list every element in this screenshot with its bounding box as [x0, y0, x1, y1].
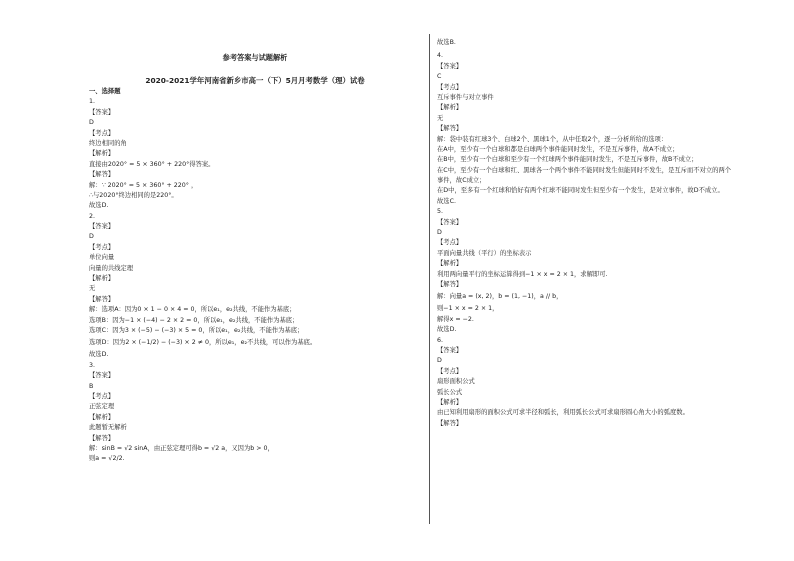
- analysis-label: 【解析】: [437, 104, 463, 112]
- answer-label: 【答案】: [437, 346, 463, 354]
- solution-line: 在B中，至少有一个白球和至少有一个红球两个事件能同时发生，不是互斥事件，故B不成立；: [437, 156, 698, 164]
- analysis-text: 无: [89, 285, 96, 293]
- knowledge-point-label: 【考点】: [437, 239, 463, 247]
- section-heading: 一、选择题: [89, 88, 121, 95]
- solution-label: 【解答】: [89, 295, 115, 303]
- question-number: 6.: [437, 336, 444, 344]
- solution-line: 故选B.: [437, 39, 456, 46]
- analysis-text: 利用两向量平行的坐标运算得到−1 × x = 2 × 1，求解即可.: [437, 270, 608, 278]
- solution-label: 【解答】: [89, 434, 115, 442]
- solution-line: ∴与2020°终边相同的是220°。: [89, 191, 178, 199]
- answer-value: D: [437, 357, 442, 365]
- analysis-text: 此题暂无解析: [89, 424, 127, 432]
- solution-line: 解得x = −2.: [437, 315, 474, 323]
- question-number: 2.: [89, 212, 96, 220]
- solution-line: 事件，故C成立；: [437, 177, 486, 185]
- knowledge-point-label: 【考点】: [89, 392, 115, 400]
- knowledge-point: 单位向量: [89, 254, 115, 262]
- analysis-label: 【解析】: [89, 275, 115, 283]
- knowledge-point-label: 【考点】: [437, 367, 463, 375]
- solution-line: 解：袋中装有红球3个、白球2个、黑球1个，从中任取2个，逐一分析所给的选项：: [437, 135, 668, 143]
- solution-line: 故选C.: [437, 197, 456, 205]
- knowledge-point: 正弦定理: [89, 403, 115, 411]
- solution-line: 解：选项A：因为0 × 1 − 0 × 4 = 0，所以e₁，e₂共线，不能作为基底；: [89, 306, 296, 314]
- solution-line: 解：向量a = (x, 2)，b = (1, −1)，a // b，: [437, 293, 563, 301]
- knowledge-point-label: 【考点】: [437, 83, 463, 91]
- analysis-label: 【解析】: [437, 398, 463, 406]
- answer-value: D: [89, 233, 94, 241]
- analysis-text: 无: [437, 114, 444, 122]
- answer-value: D: [437, 229, 442, 237]
- answer-value: C: [437, 73, 442, 81]
- question-number: 4.: [437, 52, 444, 60]
- question-number: 3.: [89, 361, 96, 369]
- solution-line: 解：∵ 2020° = 5 × 360° + 220° ，: [89, 181, 198, 189]
- answer-value: B: [89, 382, 94, 390]
- solution-label: 【解答】: [437, 419, 463, 427]
- knowledge-point: 平面向量共线（平行）的坐标表示: [437, 249, 532, 257]
- knowledge-point: 扇形面积公式: [437, 378, 475, 386]
- analysis-label: 【解析】: [437, 260, 463, 268]
- solution-line: 故选D.: [437, 326, 457, 334]
- solution-line: 故选D.: [89, 351, 109, 359]
- knowledge-point-label: 【考点】: [89, 243, 115, 251]
- knowledge-point: 弧长公式: [437, 388, 463, 396]
- knowledge-point-label: 【考点】: [89, 129, 115, 137]
- analysis-text: 由已知利用扇形的面积公式可求半径和弧长，利用弧长公式可求扇形圆心角大小的弧度数。: [437, 409, 689, 417]
- analysis-label: 【解析】: [89, 413, 115, 421]
- solution-line: 选项D：因为2 × (−1/2) − (−3) × 2 ≠ 0，所以e₁，e₂不共线，可以作为基底。: [89, 339, 317, 347]
- solution-line: 在A中，至少有一个白球和都是白球两个事件能同时发生，不是互斥事件，故A不成立；: [437, 145, 679, 153]
- solution-line: 在D中，至多有一个红球和恰好有两个红球不能同时发生但至少有一个发生，是对立事件，故D不成立。: [437, 187, 724, 195]
- column-divider: [429, 34, 430, 524]
- knowledge-point: 向量的共线定理: [89, 264, 134, 272]
- solution-line: 则a = √2/2.: [89, 455, 125, 463]
- solution-line: 故选D.: [89, 202, 109, 210]
- left-column: [89, 87, 421, 465]
- answer-label: 【答案】: [437, 218, 463, 226]
- answer-label: 【答案】: [89, 372, 115, 380]
- solution-label: 【解答】: [437, 125, 463, 133]
- analysis-label: 【解析】: [89, 150, 115, 158]
- solution-label: 【解答】: [89, 171, 115, 179]
- right-column: [437, 38, 769, 429]
- analysis-text: 直接由2020° = 5 × 360° + 220°得答案。: [89, 160, 215, 168]
- page-title: 参考答案与试题解析: [222, 53, 288, 62]
- solution-line: 选项C：因为3 × (−5) − (−3) × 5 = 0，所以e₁，e₂共线，不能作为基底；: [89, 326, 304, 334]
- solution-line: 解：sinB = √2 sinA，由正弦定理可得b = √2 a，又因为b > 0，: [89, 444, 274, 452]
- solution-label: 【解答】: [437, 280, 463, 288]
- question-number: 1.: [89, 98, 96, 106]
- solution-line: 则−1 × x = 2 × 1，: [437, 305, 499, 313]
- knowledge-point: 互斥事件与对立事件: [437, 93, 494, 101]
- answer-label: 【答案】: [437, 62, 463, 70]
- question-number: 5.: [437, 208, 444, 216]
- answer-label: 【答案】: [89, 108, 115, 116]
- exam-title: 2020-2021学年河南省新乡市高一（下）5月月考数学（理）试卷: [145, 76, 365, 85]
- knowledge-point: 终边相同的角: [89, 139, 127, 147]
- solution-line: 选项B：因为−1 × (−4) − 2 × 2 = 0，所以e₁，e₂共线，不能作为基底；: [89, 316, 299, 324]
- answer-value: D: [89, 119, 94, 127]
- answer-label: 【答案】: [89, 223, 115, 231]
- solution-line: 在C中，至少有一个白球和红、黑球各一个两个事件不能同时发生但能同时不发生，是互斥而不对立的两个: [437, 166, 732, 174]
